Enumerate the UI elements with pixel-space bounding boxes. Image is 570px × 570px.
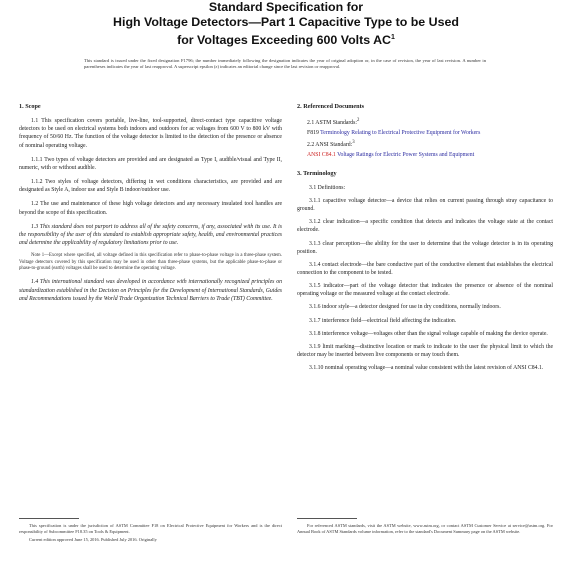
ref-ansi-c84 xyxy=(297,151,553,159)
def-3-1-1: 3.1.1 capacitive voltage detector—a device that relies on current passing through stray capacitance to ground. xyxy=(297,197,553,213)
left-column xyxy=(19,103,282,309)
title-line-2: High Voltage Detectors—Part 1 Capacitive Type to be Used xyxy=(113,15,459,29)
def-3-1-9: 3.1.9 limit marking—distinctive location or mark to indicate to the user the physical limit to which the detector may be inserted between live components or may touch them. xyxy=(297,343,553,359)
title-line-3: for Voltages Exceeding 600 Volts $AC^1$ xyxy=(177,33,395,48)
ref-astm-label: 2.1 ASTM Standards:$^2$ xyxy=(307,118,360,127)
section-scope-heading: 1. Scope xyxy=(19,103,41,110)
def-3-1-4: 3.1.4 contact electrode—the bare conductive part of the conductive element that establishes the electrical connection to the component to be tested. xyxy=(297,261,553,276)
def-3-1-2: 3.1.2 clear indication—a specific condition that detects and indicates the voltage state at the contact electrode. xyxy=(297,219,553,234)
paragraph-1-1-1: 1.1.1 Two types of voltage detectors are provided and are designated as Type I, audible/visual and Type II, numeric, with or without audible. xyxy=(19,156,282,171)
def-3-1-10: 3.1.10 nominal operating voltage—a nominal value consistent with the latest revision of ANSI C84.1. xyxy=(309,365,544,372)
def-3-1-7: 3.1.7 interference field—electrical field affecting the indication. xyxy=(309,317,457,324)
paragraph-1-1-2: 1.1.2 Two styles of voltage detectors, differing in wet conditions characteristics, are provided and are designated as Style A, indoor use and Style B indoor/outdoor use. xyxy=(19,179,282,194)
ref-f819-code: F819 xyxy=(307,130,319,137)
section-referenced-docs-heading: 2. Referenced Documents xyxy=(297,103,365,110)
footnote-1: This specification is under the jurisdiction of ASTM Committee F18 on Electrical Protective Equipment for Workers and is the direct responsibility of Subcommittee F18.35 on Tools & Equipment. xyxy=(19,523,282,534)
paragraph-1-4: 1.4 This international standard was developed in accordance with internationally recognized principles on standardization established in the Decision on Principles for the Development of International Standards, Guides and Recommendations issued by the World Trade Organization Technical Barriers to Trade (TBT) Committee. xyxy=(19,279,282,302)
title-footnote-mark: 1 xyxy=(391,34,395,41)
paragraph-1-2: 1.2 The use and maintenance of these high voltage detectors and any necessary insulated tool handles are beyond the scope of this specification. xyxy=(19,201,282,216)
footnotes-right xyxy=(297,523,553,537)
ref-ansi-code[interactable]: ANSI C84.1 xyxy=(307,152,336,159)
def-3-1-3: 3.1.3 clear perception—the ability for the user to determine that the voltage detector is in its operating position. xyxy=(297,240,553,255)
designation-note: This standard is issued under the fixed designation F1796; the number immediately following the designation indicates the year of original adoption or, in the case of revision, the year of last revision. A number in parentheses indicates the year of last reapproval. A superscript epsilon (ε) indicates an editorial change since the last revision or reapproval. xyxy=(84,58,486,70)
ref-ansi-link[interactable]: Voltage Ratings for Electric Power Systems and Equipment xyxy=(337,152,475,159)
footnote-rule-right xyxy=(297,518,357,519)
footnote-2: For referenced ASTM standards, visit the ASTM website, www.astm.org, or contact ASTM Customer Service at service@astm.org. For Annual Book of ASTM Standards volume information, refer to the standard's Document Summary page on the ASTM website. xyxy=(297,523,553,534)
title-line-1: Standard Specification for xyxy=(208,0,364,14)
footnote-rule-left xyxy=(19,518,79,519)
paragraph-1-1: 1.1 This specification covers portable, live-line, tool-supported, direct-contact type capacitive voltage detectors to be used on electrical systems both indoors and outdoors for ac voltages from 600 V to 800 kV with frequency of 50/60 Hz. The function of the voltage detector is limited to the detection of the presence or absence of nominal operating voltage. xyxy=(19,118,282,149)
def-3-1-6: 3.1.6 indoor style—a detector designed for use in dry conditions, normally indoors. xyxy=(309,304,501,311)
def-3-1: 3.1 Definitions: xyxy=(309,184,346,191)
ref-f819 xyxy=(297,129,553,137)
def-3-1-8: 3.1.8 interference voltage—voltages other than the signal voltage capable of making the device operate. xyxy=(309,330,548,337)
footnotes-left xyxy=(19,523,282,545)
section-terminology-heading: 3. Terminology xyxy=(297,169,337,177)
paragraph-1-3: 1.3 This standard does not purport to address all of the safety concerns, if any, associated with its use. It is the responsibility of the user of this standard to establish appropriate safety, health, and environmental practices and determine the applicability of regulatory limitations prior to use. xyxy=(19,223,282,247)
note-1: Note 1—Except where specified, all voltage defined in this specification refer to phase-to-phase voltage in a three-phase system. Voltage detectors covered by this specification may be used in other than three-phase systems, but the applicable phase-to-phase or phase-to-ground (earth) voltages shall be used to determine the operating voltage. xyxy=(19,253,282,271)
ref-f819-link[interactable]: Terminology Relating to Electrical Protective Equipment for Workers xyxy=(320,130,481,137)
document-title xyxy=(66,0,506,48)
def-3-1-5: 3.1.5 indicator—part of the voltage detector that indicates the presence or absence of the nominal operating voltage or the measured voltage at the contact electrode. xyxy=(297,283,553,298)
right-column xyxy=(297,103,553,377)
footnote-1-continued: Current edition approved June 15, 2016. Published July 2016. Originally xyxy=(29,536,157,542)
ref-ansi-label: 2.2 ANSI Standard:$^3$ xyxy=(307,140,355,149)
